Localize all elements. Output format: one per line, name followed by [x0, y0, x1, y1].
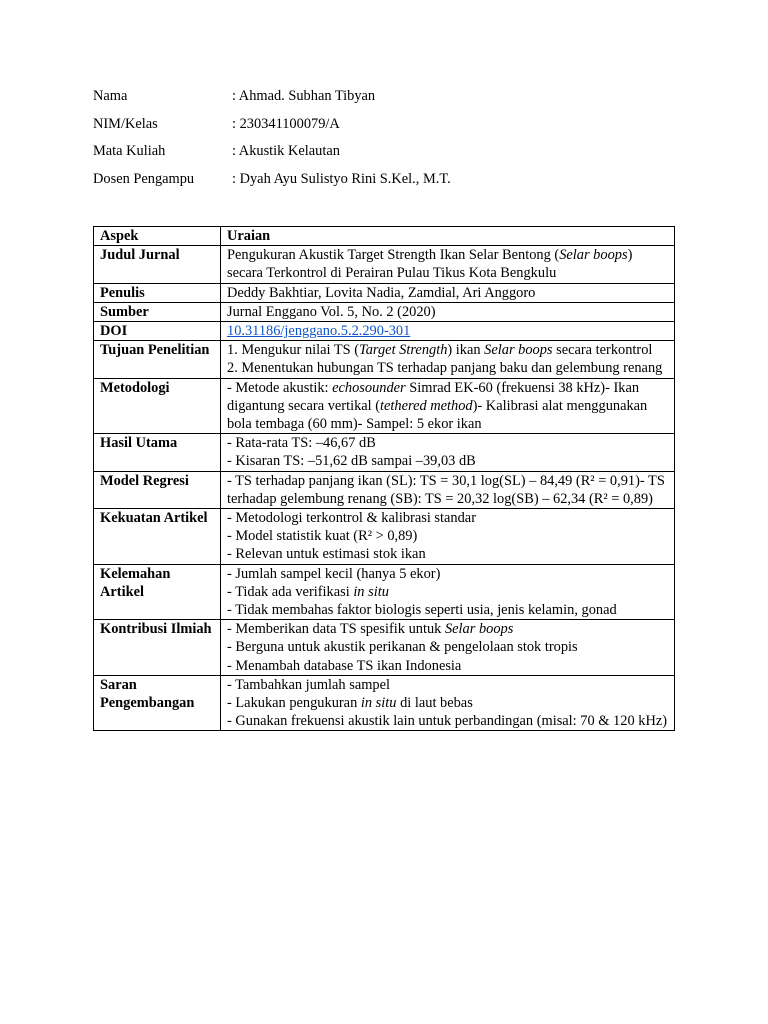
- list-item: - Jumlah sampel kecil (hanya 5 ekor): [227, 565, 441, 582]
- info-row-nim: [93, 115, 451, 143]
- text: - Tidak ada verifikasi: [227, 583, 354, 600]
- table-row: [94, 509, 675, 565]
- doi-cell: [221, 322, 675, 341]
- metodologi-value: [221, 378, 675, 434]
- list-item: - Relevan untuk estimasi stok ikan: [227, 546, 426, 563]
- table-row: [94, 471, 675, 508]
- text: 1. Mengukur nilai TS (: [227, 342, 360, 359]
- row-label: Kelemahan Artikel: [94, 564, 221, 620]
- row-label: Model Regresi: [94, 471, 221, 508]
- student-info: [93, 87, 451, 197]
- row-label: Metodologi: [94, 378, 221, 434]
- saran-value: [221, 675, 675, 731]
- sumber-value: Jurnal Enggano Vol. 5, No. 2 (2020): [221, 302, 675, 321]
- row-label: Hasil Utama: [94, 434, 221, 471]
- info-row-nama: [93, 87, 451, 115]
- doi-link[interactable]: 10.31186/jenggano.5.2.290-301: [227, 323, 411, 340]
- text: - Metode akustik:: [227, 379, 333, 396]
- table-row: [94, 564, 675, 620]
- text-italic: Target Strength: [359, 342, 448, 359]
- text-italic: Selar boops: [484, 342, 553, 359]
- text: di laut bebas: [396, 695, 473, 712]
- info-label: NIM/Kelas: [93, 115, 158, 132]
- model-value: - TS terhadap panjang ikan (SL): TS = 30,1 log(SL) – 84,49 (R² = 0,91)- TS terhadap gelembung renang (SB): TS = 20,32 log(SB) – 62,34 (R² = 0,89): [221, 471, 675, 508]
- table-row: [94, 322, 675, 341]
- text-italic: in situ: [353, 583, 389, 600]
- list-item: - Kisaran TS: –51,62 dB sampai –39,03 dB: [227, 453, 476, 470]
- text-italic: in situ: [360, 695, 397, 712]
- row-label: Penulis: [94, 283, 221, 302]
- row-label: Tujuan Penelitian: [94, 341, 221, 378]
- list-item: [227, 694, 668, 712]
- list-item: - Tambahkan jumlah sampel: [227, 676, 390, 693]
- list-item: - Rata-rata TS: –46,67 dB: [227, 435, 376, 452]
- table-row: [94, 302, 675, 321]
- row-label: Kontribusi Ilmiah: [94, 620, 221, 676]
- tujuan-value: [221, 341, 675, 378]
- text: )- Kalibrasi alat menggunakan bola tembaga (60 mm)- Sampel: 5 ekor ikan: [227, 397, 648, 433]
- table-row: [94, 283, 675, 302]
- row-label: Saran Pengembangan: [94, 675, 221, 731]
- tujuan-line-2: 2. Menentukan hubungan TS terhadap panjang baku dan gelembung renang: [227, 360, 663, 377]
- info-label: Dosen Pengampu: [93, 170, 195, 187]
- table-header-row: [94, 227, 675, 246]
- text: Simrad EK-60 (frekuensi 38 kHz)- Ikan digantung secara vertikal (: [227, 379, 640, 414]
- list-item: - Gunakan frekuensi akustik lain untuk perbandingan (misal: 70 & 120 kHz): [227, 713, 668, 730]
- hasil-value: [221, 434, 675, 471]
- info-row-dosen: [93, 170, 451, 198]
- list-item: [227, 620, 668, 638]
- row-label: DOI: [94, 322, 221, 341]
- kontribusi-value: [221, 620, 675, 676]
- text: - Memberikan data TS spesifik untuk: [227, 621, 445, 638]
- list-item: - Model statistik kuat (R² > 0,89): [227, 528, 418, 545]
- table-row: [94, 378, 675, 434]
- info-value: : 230341100079/A: [232, 115, 340, 132]
- kekuatan-value: [221, 509, 675, 565]
- tujuan-line-1: [227, 341, 668, 359]
- row-label: Judul Jurnal: [94, 246, 221, 283]
- info-value: : Akustik Kelautan: [232, 143, 340, 160]
- judul-value: [221, 246, 675, 283]
- list-item: - Metodologi terkontrol & kalibrasi standar: [227, 510, 476, 527]
- header-uraian: Uraian: [221, 227, 675, 246]
- text: ) ikan: [447, 342, 485, 359]
- table-row: [94, 246, 675, 283]
- judul-text: Pengukuran Akustik Target Strength Ikan Selar Bentong (: [227, 247, 560, 264]
- list-item: [227, 583, 668, 601]
- text-italic: echosounder: [332, 379, 406, 396]
- info-value: : Ahmad. Subhan Tibyan: [232, 88, 376, 104]
- list-item: - Menambah database TS ikan Indonesia: [227, 657, 462, 674]
- text-italic: tethered method: [380, 397, 473, 414]
- list-item: - Berguna untuk akustik perikanan & pengelolaan stok tropis: [227, 639, 578, 656]
- info-label: Mata Kuliah: [93, 143, 166, 160]
- table-row: [94, 620, 675, 676]
- penulis-value: Deddy Bakhtiar, Lovita Nadia, Zamdial, Ari Anggoro: [221, 283, 675, 302]
- judul-species: Selar boops: [559, 247, 628, 264]
- info-value: : Dyah Ayu Sulistyo Rini S.Kel., M.T.: [232, 170, 451, 187]
- header-aspek: Aspek: [94, 227, 221, 246]
- row-label: Kekuatan Artikel: [94, 509, 221, 565]
- text: secara terkontrol: [552, 342, 653, 359]
- table-row: [94, 675, 675, 731]
- review-table: [93, 226, 675, 731]
- kelemahan-value: [221, 564, 675, 620]
- info-label: Nama: [93, 88, 128, 104]
- text-italic: Selar boops: [444, 621, 514, 638]
- list-item: - Tidak membahas faktor biologis seperti usia, jenis kelamin, gonad: [227, 602, 617, 619]
- text: - Lakukan pengukuran: [227, 695, 361, 712]
- info-row-mata-kuliah: [93, 142, 451, 170]
- row-label: Sumber: [94, 302, 221, 321]
- table-row: [94, 341, 675, 378]
- judul-text: ) secara Terkontrol di Perairan Pulau Tikus Kota Bengkulu: [227, 247, 633, 282]
- table-row: [94, 434, 675, 471]
